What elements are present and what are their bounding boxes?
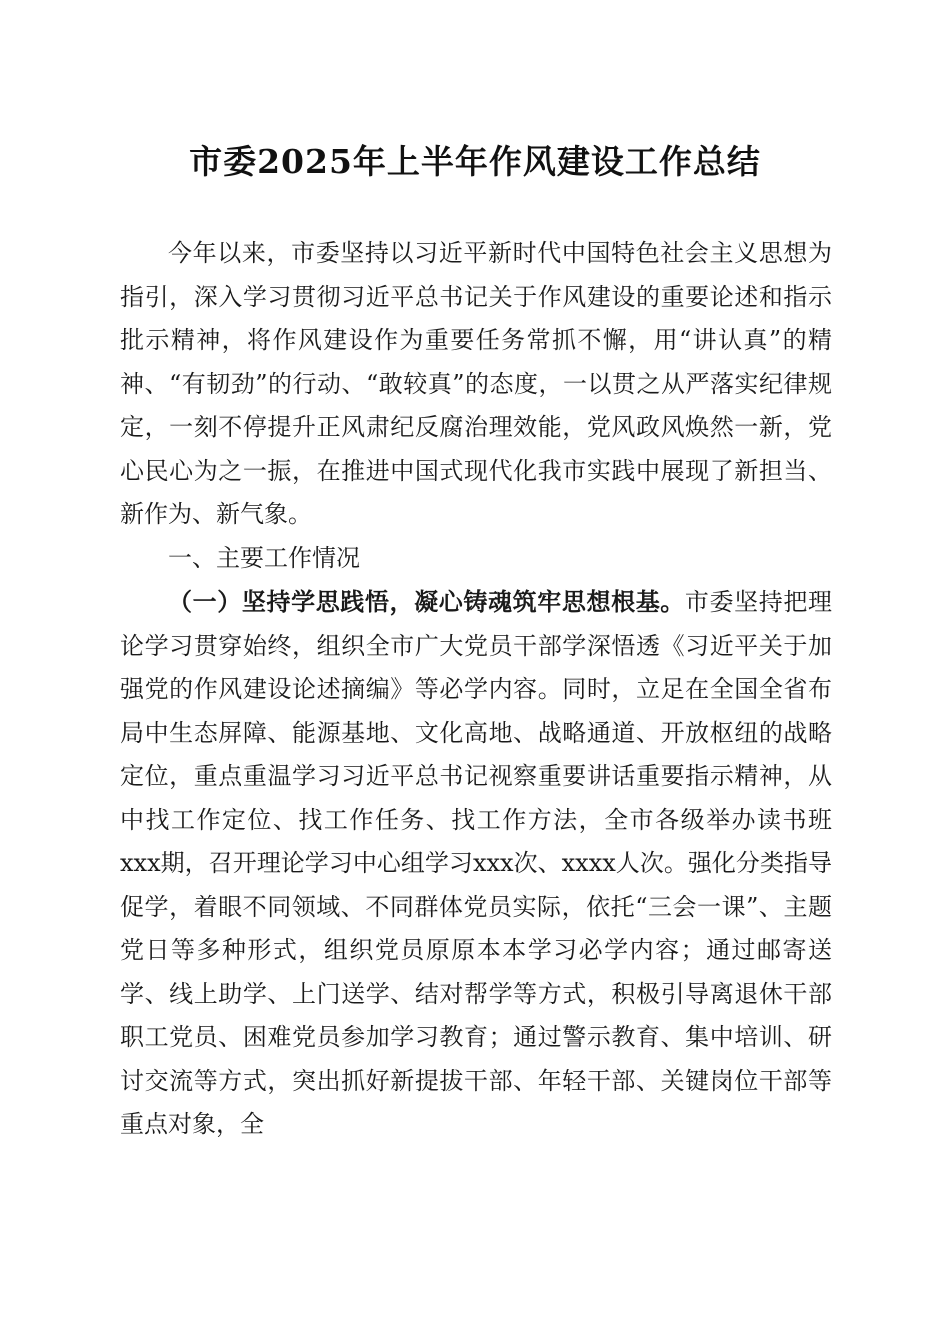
subsection-paragraph-1	[120, 580, 832, 1147]
document-title: 市委2025年上半年作风建设工作总结	[189, 142, 761, 181]
section-heading-main-work: 一、主要工作情况	[168, 543, 360, 572]
subsection-lead: （一）坚持学思践悟，凝心铸魂筑牢思想根基。	[168, 587, 685, 616]
subsection-text: 市委坚持把理论学习贯穿始终，组织全市广大党员干部学深悟透《习近平关于加强党的作风建设论述摘编》等必学内容。同时，立足在全国全省布局中生态屏障、能源基地、文化高地、战略通道、开放枢纽的战略定位，重点重温学习习近平总书记视察重要讲话重要指示精神，从中找工作定位、找工作任务、找工作方法，全市各级举办读书班xxx期，召开理论学习中心组学习xxx次、xxxx人次。强化分类指导促学，着眼不同领域、不同群体党员实际，依托“三会一课”、主题党日等多种形式，组织党员原原本本学习必学内容；通过邮寄送学、线上助学、上门送学、结对帮学等方式，积极引导离退休干部职工党员、困难党员参加学习教育；通过警示教育、集中培训、研讨交流等方式，突出抓好新提拔干部、年轻干部、关键岗位干部等重点对象，全	[120, 588, 832, 1138]
document-body	[120, 232, 832, 1147]
intro-paragraph: 今年以来，市委坚持以习近平新时代中国特色社会主义思想为指引，深入学习贯彻习近平总书记关于作风建设的重要论述和指示批示精神，将作风建设作为重要任务常抓不懈，用“讲认真”的精神、“有韧劲”的行动、“敢较真”的态度，一以贯之从严落实纪律规定，一刻不停提升正风肃纪反腐治理效能，党风政风焕然一新，党心民心为之一振，在推进中国式现代化我市实践中展现了新担当、新作为、新气象。	[120, 239, 832, 528]
